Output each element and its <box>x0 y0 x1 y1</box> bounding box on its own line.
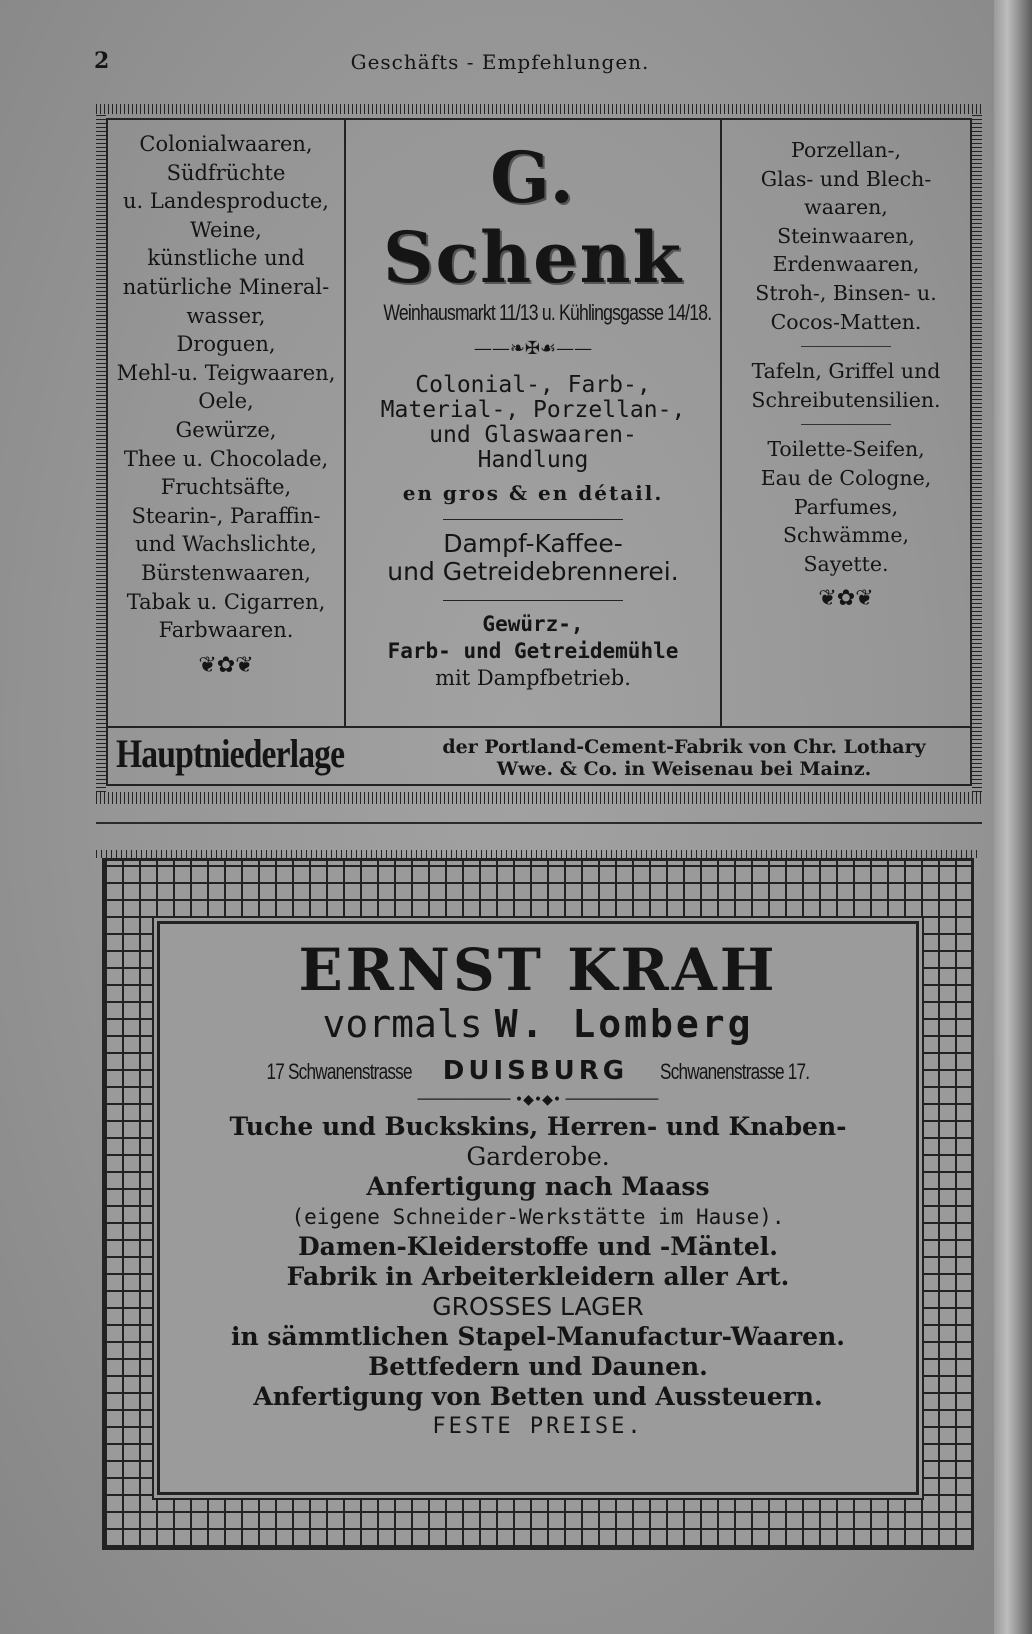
predecessor-name: W. Lomberg <box>494 1002 754 1046</box>
list-item: Tabak u. Cigarren, <box>126 589 326 614</box>
list-item: FESTE PREISE. <box>432 1414 644 1439</box>
trade-line: und Glaswaaren- <box>429 422 637 448</box>
center-column <box>346 120 722 726</box>
city-name: DUISBURG <box>442 1056 629 1086</box>
list-item: Glas- und Blech- <box>760 166 932 191</box>
list-item: Weine, <box>190 217 262 242</box>
bottom-ruled-border <box>96 792 982 804</box>
krah-text-panel <box>157 921 919 1495</box>
list-item: Cocos-Matten. <box>770 309 922 334</box>
list-item: Tuche und Buckskins, Herren- und Knaben- <box>229 1112 847 1141</box>
list-item: GROSSES LAGER <box>432 1292 644 1321</box>
schenk-frame <box>106 118 972 786</box>
list-item: Parfumes, <box>793 494 899 519</box>
list-item: Eau de Cologne, <box>760 465 932 490</box>
mill-line: mit Dampfbetrieb. <box>435 666 631 690</box>
scroll-ornament-icon: ——❧✠☙—— <box>473 338 593 359</box>
depot-details <box>408 736 960 780</box>
depot-line: der Portland-Cement-Fabrik von Chr. Lothary <box>442 736 926 758</box>
floral-ornament-icon: ❦✿❦ <box>198 652 254 678</box>
list-item: Oele, <box>198 389 254 414</box>
list-item: Schwämme, <box>782 523 910 548</box>
list-item: waaren, <box>804 195 888 220</box>
list-item: Anfertigung von Betten und Aussteuern. <box>253 1382 823 1411</box>
mill-description <box>346 611 720 692</box>
krah-offer-list <box>160 1112 916 1442</box>
depot-heading: Hauptniederlage <box>116 731 345 776</box>
top-ruled-border <box>96 104 982 114</box>
list-item: Fruchtsäfte, <box>160 475 292 500</box>
list-item: wasser, <box>186 303 266 328</box>
left-product-list <box>108 120 344 645</box>
mill-line: Gewürz-, <box>482 612 584 636</box>
left-ruled-border <box>96 114 106 792</box>
floral-ornament-icon: ❦✿❦ <box>818 586 874 612</box>
page-edge-shadow <box>994 0 1032 1634</box>
depot-line: Wwe. & Co. in Weisenau bei Mainz. <box>496 758 872 780</box>
list-item: Thee u. Chocolade, <box>123 446 329 471</box>
trade-line: Handlung <box>477 447 589 473</box>
running-title: Geschäfts - Empfehlungen. <box>350 50 650 74</box>
list-item: Toilette-Seifen, <box>767 437 925 462</box>
schenk-footer <box>108 726 970 786</box>
company-name: ERNST KRAH <box>298 936 778 1004</box>
list-item: Stroh-, Binsen- u. <box>755 280 937 305</box>
list-item: Farbwaaren. <box>158 618 294 643</box>
roastery-description <box>346 530 720 586</box>
roastery-line: Dampf-Kaffee- <box>443 529 623 558</box>
list-item: (eigene Schneider-Werkstätte im Hause). <box>291 1205 785 1229</box>
list-item: Colonialwaaren, <box>139 132 313 156</box>
greek-key-border <box>102 858 974 1550</box>
list-item: Gewürze, <box>175 417 277 442</box>
company-address: Weinhausmarkt 11/13 u. Kühlingsgasse 14/18. <box>383 300 712 325</box>
list-item: Bettfedern und Daunen. <box>368 1352 708 1381</box>
list-item: künstliche und <box>147 246 305 271</box>
list-item: in sämmtlichen Stapel-Manufactur-Waaren. <box>231 1322 845 1351</box>
list-item: u. Landesproducte, <box>123 189 329 214</box>
dotted-ornament-icon: ─────────── •◆•◆• ─────────── <box>417 1092 659 1108</box>
schenk-advertisement <box>96 104 982 804</box>
page-number: 2 <box>94 48 110 74</box>
divider <box>801 424 891 425</box>
list-item: Steinwaaren, <box>777 223 915 248</box>
list-item: Schreibutensilien. <box>751 387 941 412</box>
divider <box>443 600 623 601</box>
street-right: Schwanenstrasse 17. <box>660 1059 810 1084</box>
list-item: Südfrüchte <box>166 160 286 185</box>
section-divider <box>96 822 982 824</box>
right-ruled-border <box>972 114 982 792</box>
left-column <box>108 120 346 726</box>
list-item: Porzellan-, <box>790 138 902 162</box>
vormals-label: vormals <box>322 1002 483 1046</box>
list-item: Fabrik in Arbeiterkleidern aller Art. <box>286 1262 790 1291</box>
trade-description <box>346 373 720 473</box>
list-item: Stearin-, Paraffin- <box>131 503 321 528</box>
list-item: und Wachslichte, <box>135 532 317 557</box>
company-name: G. Schenk <box>383 136 683 299</box>
list-item: Droguen, <box>176 332 276 357</box>
list-item: Sayette. <box>803 551 889 576</box>
mill-line: Farb- und Getreidemühle <box>387 639 679 663</box>
en-gros-line: en gros & en détail. <box>402 481 664 505</box>
divider <box>443 519 623 520</box>
list-item: Mehl-u. Teigwaaren, <box>116 360 336 385</box>
list-item: Damen-Kleiderstoffe und -Mäntel. <box>297 1232 779 1261</box>
krah-advertisement <box>96 850 980 1550</box>
right-product-list <box>722 120 970 578</box>
trade-line: Material-, Porzellan-, <box>380 397 686 423</box>
list-item: Erdenwaaren, <box>772 252 920 277</box>
list-item: Anfertigung nach Maass <box>366 1172 710 1201</box>
top-tick-border <box>96 850 980 858</box>
roastery-line: und Getreidebrennerei. <box>387 557 679 586</box>
company-address <box>160 1056 916 1086</box>
right-column <box>722 120 970 726</box>
list-item: Garderobe. <box>466 1142 610 1171</box>
divider <box>801 346 891 347</box>
list-item: Bürstenwaaren, <box>141 560 311 585</box>
list-item: natürliche Mineral- <box>122 274 330 299</box>
list-item: Tafeln, Griffel und <box>751 359 941 384</box>
trade-line: Colonial-, Farb-, <box>415 372 651 398</box>
street-left: 17 Schwanenstrasse <box>266 1059 412 1084</box>
predecessor-line <box>160 1002 916 1046</box>
